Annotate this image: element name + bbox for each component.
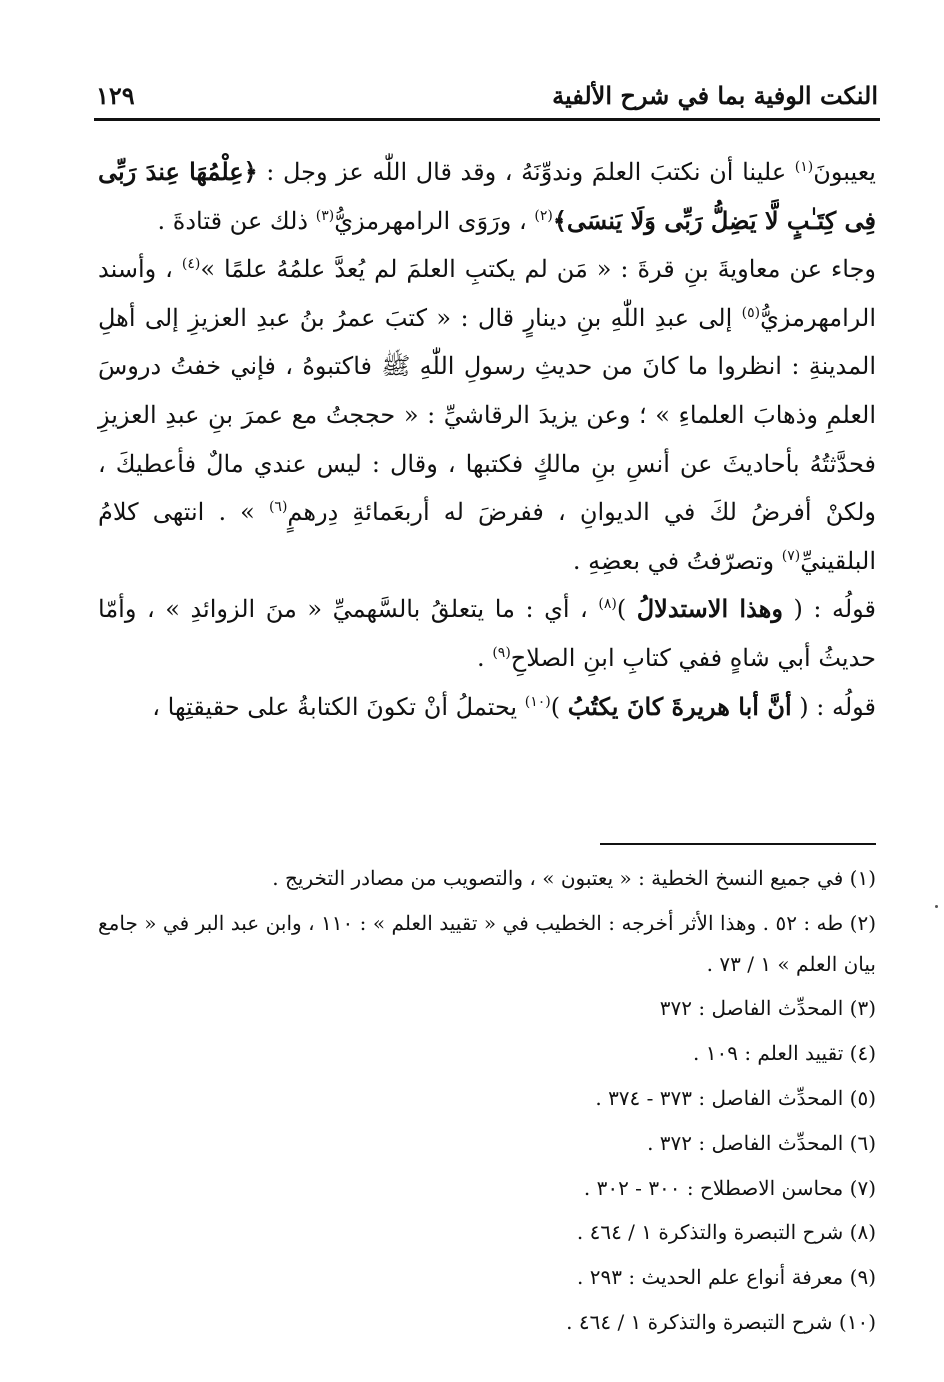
text-span: إلى عبدِ اللّٰهِ بنِ دينارٍ قال : « كتبَ عمرُ بنُ عبدِ العزيزِ إلى أهلِ المدينةِ : انظروا ما كانَ من حديثِ رسولِ اللّٰهِ ﷺ فاكتبوهُ ، فإني خفتُ دروسَ العلمِ وذهابَ العلماءِ » ؛ وعن يزيدَ الرقاشيِّ : « حججتُ مع عمرَ بنِ عبدِ العزيزِ فحدَّثتُهُ بأحاديثَ عن أنسِ بنِ مالكٍ فكتبها ، وقال : ليس عندي مالٌ فأعطيكَ ، ولكنْ أفرضُ لكَ في الديوانِ ، ففرضَ له أربعَمائةِ دِرهمٍ [98, 303, 876, 527]
footnote [98, 1257, 876, 1298]
footnote-number: (٣) [849, 996, 876, 1021]
footnote-text: المحدِّث الفاصل : ٣٧٣ - ٣٧٤ . [595, 1085, 844, 1110]
footnote [98, 1033, 876, 1074]
text-span: ، أي : ما يتعلقُ بالسَّهميِّ « منَ الزوائدِ » ، وأمّا حديثُ أبي شاهٍ ففي كتابِ ابنِ الصلاحِ [98, 595, 876, 672]
text-span: . [477, 643, 493, 672]
text-span: ) [616, 595, 637, 624]
footnote-text: طه : ٥٢ . وهذا الأثر أخرجه : الخطيب في « تقييد العلم » : ١١٠ ، وابن عبد البر في « جامع بيان العلم » ١ / ٧٣ . [98, 910, 876, 976]
footnote-ref: (٢) [534, 207, 553, 224]
footnote-text: شرح التبصرة والتذكرة ١ / ٤٦٤ . [566, 1309, 833, 1334]
main-text [98, 148, 876, 731]
paragraph-4 [98, 683, 876, 732]
footnote-ref: (٥) [741, 304, 761, 321]
text-span: ) [550, 692, 568, 721]
footnote [98, 858, 876, 899]
footnote-number: (٧) [849, 1175, 876, 1200]
text-span: قولُه : ( [782, 595, 877, 624]
footnote [98, 1302, 876, 1343]
footnote [98, 1078, 876, 1119]
quoted-phrase: أنَّ أبا هريرةَ كانَ يكتُبُ [567, 691, 792, 721]
footnote [98, 1123, 876, 1164]
footnote-rule [600, 843, 876, 845]
footnote-number: (٢) [849, 910, 877, 935]
footnote-text: المحدِّث الفاصل : ٣٧٢ . [647, 1130, 844, 1155]
footnotes [98, 858, 876, 1347]
footnote-number: (٥) [849, 1085, 876, 1110]
footnote-text: شرح التبصرة والتذكرة ١ / ٤٦٤ . [576, 1220, 844, 1245]
footnote-ref: (٣) [315, 207, 335, 224]
text-span: علينا أن نكتبَ العلمَ وندوِّنَهُ ، وقد قال اللّٰه عز وجل : [257, 158, 795, 186]
footnote-text: محاسن الاصطلاح : ٣٠٠ - ٣٠٢ . [583, 1175, 844, 1200]
footnote-number: (٩) [849, 1265, 876, 1290]
footnote-number: (١) [849, 866, 876, 890]
footnote-text: تقييد العلم : ١٠٩ . [693, 1041, 844, 1066]
text-span: ذلك عن قتادةَ . [157, 206, 316, 235]
text-span: يعيبونَ [813, 158, 876, 186]
page-number: ١٢٩ [96, 81, 135, 110]
footnote-ref: (٩) [492, 644, 511, 661]
footnote-number: (١٠) [838, 1309, 876, 1334]
paragraph-3 [98, 585, 876, 682]
text-span: وجاء عن معاويةَ بنِ قرةَ : « مَن لم يكتبِ العلمَ لم يُعدَّ علمُهُ علمًا » [200, 255, 876, 284]
paragraph-1 [98, 148, 876, 245]
text-span: وتصرّفتُ في بعضِهِ . [572, 546, 782, 575]
footnote-text: المحدِّث الفاصل : ٣٧٢ [659, 996, 844, 1021]
footnote [98, 988, 876, 1029]
running-header [96, 70, 878, 110]
footnote-number: (٨) [849, 1220, 876, 1245]
footnote-number: (٤) [849, 1041, 876, 1066]
footnote-text: معرفة أنواع علم الحديث : ٢٩٣ . [577, 1265, 844, 1290]
header-rule [94, 118, 880, 121]
text-span: ، وأسند الرامهرمزيُّ [98, 255, 876, 332]
footnote-ref: (١) [794, 159, 814, 175]
running-title: النكت الوفية بما في شرح الألفية [552, 81, 878, 110]
footnote-number: (٦) [849, 1130, 876, 1155]
footnote-ref: (١٠) [524, 693, 551, 710]
quran-verse: ﴿عِلْمُهَا عِندَ رَبِّى فِى كِتَـٰبٍ لَّا يَضِلُّ رَبِّى وَلَا يَنسَى﴾ [98, 157, 876, 235]
footnote-ref: (٧) [781, 547, 801, 564]
footnote-ref: (٨) [598, 596, 617, 613]
quoted-phrase: وهذا الاستدلالُ [636, 594, 783, 624]
footnote-ref: (٤) [181, 256, 201, 273]
text-span: » . انتهى كلامُ البلقينيِّ [98, 498, 876, 575]
footnote [98, 903, 876, 985]
text-span: ، ورَوَى الرامهرمزيُّ [334, 206, 535, 235]
footnote [98, 1168, 876, 1209]
text-span: يحتملُ أنْ تكونَ الكتابةُ على حقيقتِها ، [152, 692, 525, 721]
footnote-text: في جميع النسخ الخطية : « يعتبون » ، والتصويب من مصادر التخريج . [272, 866, 844, 890]
text-span: قولُه : ( [791, 692, 876, 721]
footnote-ref: (٦) [268, 499, 288, 516]
paragraph-2 [98, 245, 876, 585]
scan-speck [935, 905, 938, 908]
footnote [98, 1212, 876, 1253]
